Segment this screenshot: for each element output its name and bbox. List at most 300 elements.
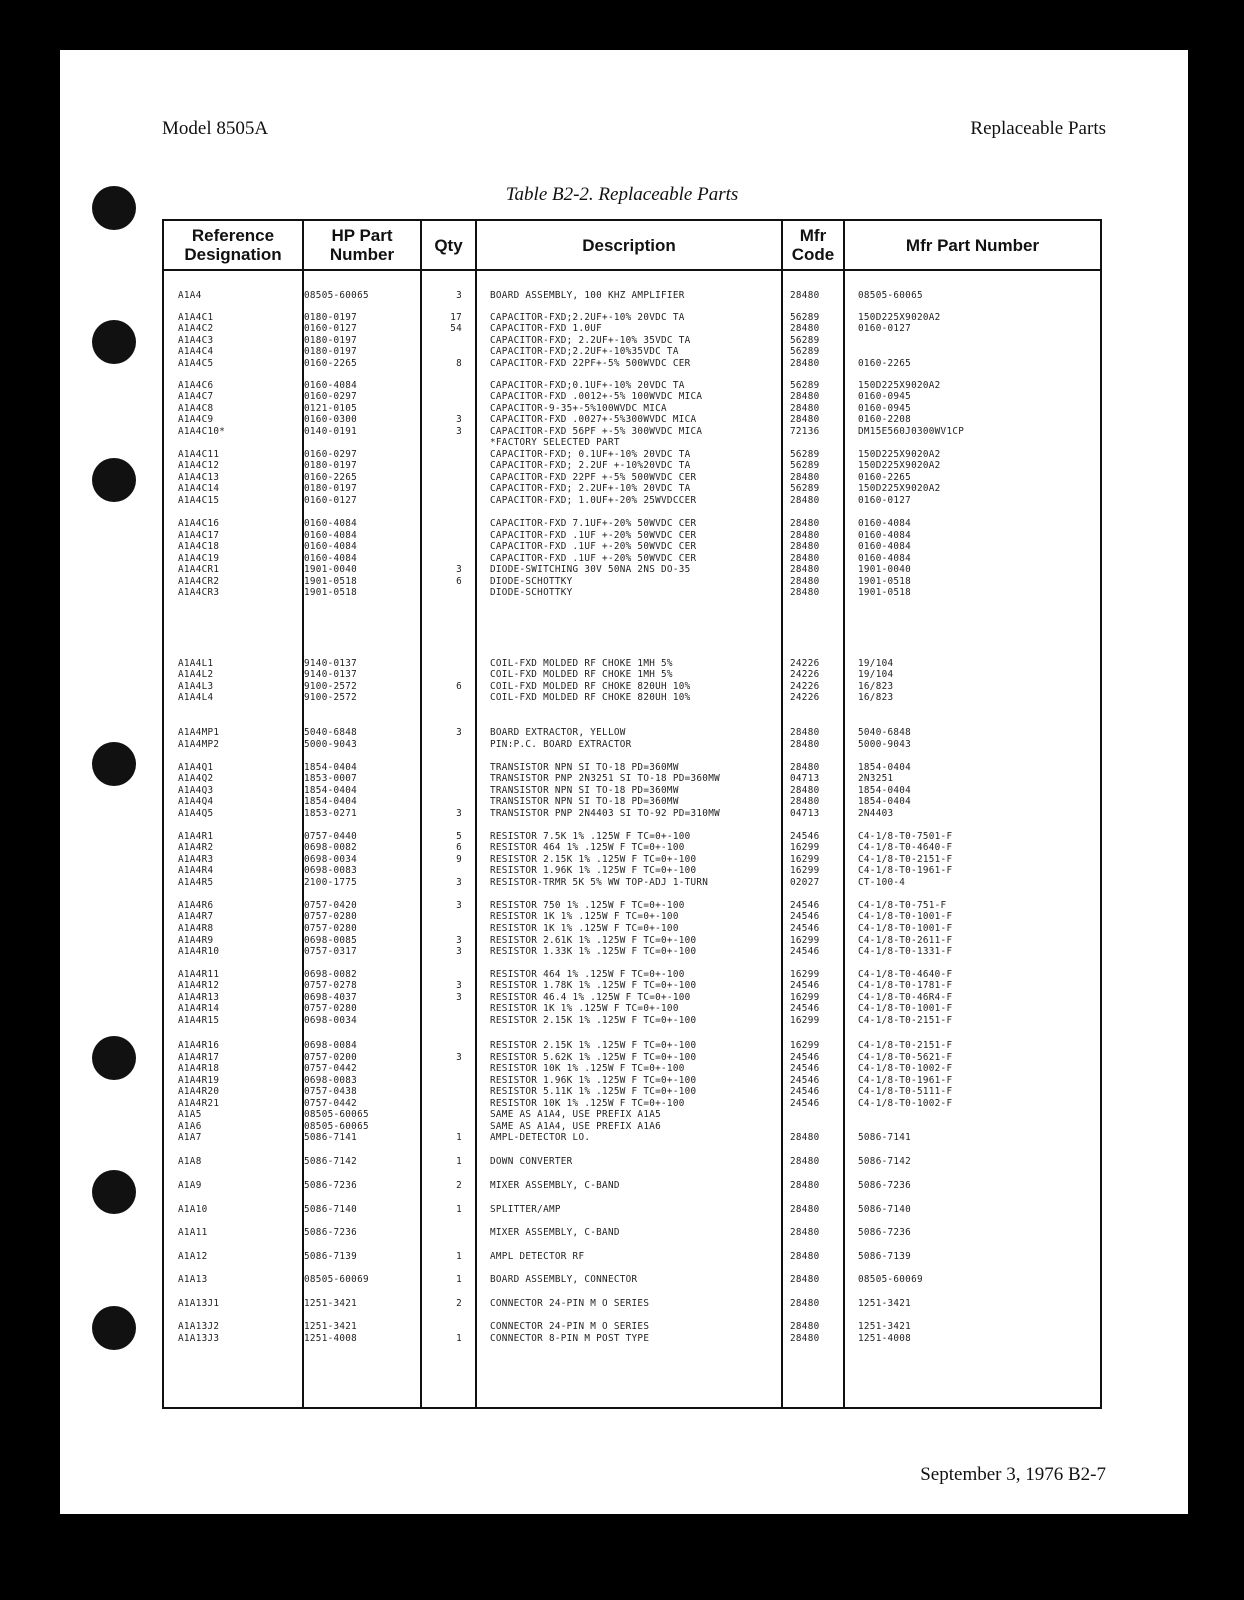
cell-mfr-code: 04713 <box>790 773 820 784</box>
cell-mfr-code: 28480 <box>790 414 820 425</box>
cell-ref: A1A4C10* <box>178 426 226 437</box>
column-header-qty: Qty <box>434 235 463 255</box>
table-row <box>164 773 1100 784</box>
cell-description: RESISTOR 750 1% .125W F TC=0+-100 <box>490 900 685 911</box>
cell-qty: 3 <box>456 808 462 819</box>
cell-description: SAME AS A1A4, USE PREFIX A1A6 <box>490 1121 662 1132</box>
cell-mfr-part: C4-1/8-T0-1002-F <box>858 1098 953 1109</box>
cell-mfr-code: 28480 <box>790 785 820 796</box>
cell-ref: A1A7 <box>178 1132 202 1143</box>
table-row <box>164 518 1100 529</box>
model-header: Model 8505A <box>162 118 269 139</box>
cell-description: COIL-FXD MOLDED RF CHOKE 820UH 10% <box>490 692 691 703</box>
cell-hp-part: 0180-0197 <box>304 335 358 346</box>
cell-hp-part: 0757-0280 <box>304 911 358 922</box>
cell-description: CAPACITOR-FXD; 2.2UF +-10%20VDC TA <box>490 460 691 471</box>
cell-mfr-part: C4-1/8-T0-1961-F <box>858 1075 953 1086</box>
cell-description: TRANSISTOR PNP 2N3251 SI TO-18 PD=360MW <box>490 773 720 784</box>
cell-mfr-code: 28480 <box>790 1321 820 1332</box>
cell-mfr-part: CT-100-4 <box>858 877 906 888</box>
cell-mfr-part: 5000-9043 <box>858 739 912 750</box>
cell-hp-part: 0160-4084 <box>304 541 358 552</box>
cell-hp-part: 0757-0280 <box>304 923 358 934</box>
cell-mfr-part: 150D225X9020A2 <box>858 483 941 494</box>
table-row <box>164 1227 1100 1238</box>
cell-hp-part: 0160-0297 <box>304 449 358 460</box>
cell-mfr-part: 0160-4084 <box>858 541 912 552</box>
cell-ref: A1A4R15 <box>178 1015 220 1026</box>
cell-hp-part: 0180-0197 <box>304 483 358 494</box>
cell-mfr-code: 72136 <box>790 426 820 437</box>
cell-mfr-code: 56289 <box>790 346 820 357</box>
cell-hp-part: 0160-2265 <box>304 472 358 483</box>
cell-mfr-part: 0160-2208 <box>858 414 912 425</box>
cell-ref: A1A4Q4 <box>178 796 214 807</box>
cell-description: TRANSISTOR PNP 2N4403 SI TO-92 PD=310MW <box>490 808 720 819</box>
cell-mfr-part: 0160-2265 <box>858 472 912 483</box>
cell-mfr-code: 16299 <box>790 854 820 865</box>
cell-mfr-code: 28480 <box>790 472 820 483</box>
cell-hp-part: 5086-7140 <box>304 1204 358 1215</box>
cell-qty: 2 <box>456 1298 462 1309</box>
column-header-mfr-code: Mfr Code <box>791 226 835 264</box>
cell-qty: 6 <box>456 576 462 587</box>
table-row <box>164 1040 1100 1051</box>
cell-ref: A1A4R6 <box>178 900 214 911</box>
cell-mfr-part: 1251-3421 <box>858 1321 912 1332</box>
cell-mfr-code: 16299 <box>790 865 820 876</box>
binder-hole <box>92 320 136 364</box>
cell-description: RESISTOR 10K 1% .125W F TC=0+-100 <box>490 1098 685 1109</box>
table-row <box>164 312 1100 323</box>
cell-mfr-part: C4-1/8-T0-4640-F <box>858 842 953 853</box>
table-row <box>164 346 1100 357</box>
cell-hp-part: 08505-60065 <box>304 1109 369 1120</box>
cell-mfr-part: 5086-7140 <box>858 1204 912 1215</box>
cell-qty: 3 <box>456 946 462 957</box>
cell-description: CAPACITOR-FXD; 2.2UF+-10% 20VDC TA <box>490 483 691 494</box>
cell-mfr-part: C4-1/8-T0-1001-F <box>858 923 953 934</box>
cell-description: DOWN CONVERTER <box>490 1156 573 1167</box>
binder-hole <box>92 458 136 502</box>
cell-hp-part: 0698-0034 <box>304 854 358 865</box>
cell-hp-part: 0160-4084 <box>304 518 358 529</box>
cell-mfr-part: C4-1/8-T0-46R4-F <box>858 992 953 1003</box>
cell-description: DIODE-SWITCHING 30V 50NA 2NS DO-35 <box>490 564 691 575</box>
cell-mfr-part: 08505-60069 <box>858 1274 923 1285</box>
cell-mfr-code: 28480 <box>790 1180 820 1191</box>
cell-mfr-part: C4-1/8-T0-751-F <box>858 900 947 911</box>
cell-qty: 17 <box>450 312 462 323</box>
table-row <box>164 980 1100 991</box>
cell-mfr-part: C4-1/8-T0-4640-F <box>858 969 953 980</box>
table-row <box>164 727 1100 738</box>
cell-mfr-part: C4-1/8-T0-2611-F <box>858 935 953 946</box>
cell-hp-part: 0757-0440 <box>304 831 358 842</box>
cell-mfr-code: 28480 <box>790 1156 820 1167</box>
cell-hp-part: 5086-7141 <box>304 1132 358 1143</box>
table-row <box>164 358 1100 369</box>
cell-qty: 6 <box>456 681 462 692</box>
cell-ref: A1A4L4 <box>178 692 214 703</box>
cell-hp-part: 0140-0191 <box>304 426 358 437</box>
cell-ref: A1A4Q1 <box>178 762 214 773</box>
cell-hp-part: 08505-60065 <box>304 1121 369 1132</box>
cell-mfr-part: 19/104 <box>858 669 894 680</box>
cell-description: RESISTOR 1.96K 1% .125W F TC=0+-100 <box>490 1075 697 1086</box>
table-row <box>164 969 1100 980</box>
cell-ref: A1A4R19 <box>178 1075 220 1086</box>
cell-hp-part: 1853-0007 <box>304 773 358 784</box>
cell-ref: A1A4C16 <box>178 518 220 529</box>
cell-ref: A1A4R4 <box>178 865 214 876</box>
cell-ref: A1A13J3 <box>178 1333 220 1344</box>
table-row <box>164 658 1100 669</box>
cell-mfr-part: C4-1/8-T0-1001-F <box>858 1003 953 1014</box>
cell-qty: 2 <box>456 1180 462 1191</box>
cell-qty: 3 <box>456 727 462 738</box>
cell-hp-part: 0757-0442 <box>304 1098 358 1109</box>
cell-description: CAPACITOR-FXD 7.1UF+-20% 50WVDC CER <box>490 518 697 529</box>
table-row <box>164 1003 1100 1014</box>
cell-mfr-code: 24546 <box>790 980 820 991</box>
table-row <box>164 1015 1100 1026</box>
cell-hp-part: 1901-0040 <box>304 564 358 575</box>
cell-mfr-code: 56289 <box>790 449 820 460</box>
cell-description: MIXER ASSEMBLY, C-BAND <box>490 1180 620 1191</box>
cell-ref: A1A4C17 <box>178 530 220 541</box>
cell-ref: A1A4C8 <box>178 403 214 414</box>
table-row <box>164 877 1100 888</box>
cell-mfr-part: C4-1/8-T0-1781-F <box>858 980 953 991</box>
cell-ref: A1A4C6 <box>178 380 214 391</box>
cell-mfr-part: C4-1/8-T0-2151-F <box>858 1015 953 1026</box>
table-row <box>164 576 1100 587</box>
cell-ref: A1A4R18 <box>178 1063 220 1074</box>
cell-mfr-part: 1901-0518 <box>858 576 912 587</box>
cell-mfr-code: 16299 <box>790 1040 820 1051</box>
cell-mfr-code: 16299 <box>790 935 820 946</box>
cell-ref: A1A4C18 <box>178 541 220 552</box>
table-row <box>164 669 1100 680</box>
cell-qty: 54 <box>450 323 462 334</box>
table-row <box>164 1251 1100 1262</box>
cell-mfr-part: C4-1/8-T0-2151-F <box>858 1040 953 1051</box>
section-header: Replaceable Parts <box>970 118 1106 139</box>
cell-qty: 6 <box>456 842 462 853</box>
cell-mfr-code: 28480 <box>790 727 820 738</box>
cell-mfr-part: C4-1/8-T0-2151-F <box>858 854 953 865</box>
cell-description: CAPACITOR-FXD 22PF +-5% 500WVDC CER <box>490 472 697 483</box>
cell-description: CAPACITOR-FXD;0.1UF+-10% 20VDC TA <box>490 380 685 391</box>
table-row <box>164 1132 1100 1143</box>
cell-hp-part: 0160-0127 <box>304 323 358 334</box>
table-row <box>164 692 1100 703</box>
cell-qty: 8 <box>456 358 462 369</box>
cell-mfr-part: 0160-4084 <box>858 530 912 541</box>
table-row <box>164 1321 1100 1332</box>
table-row <box>164 785 1100 796</box>
cell-ref: A1A4R21 <box>178 1098 220 1109</box>
cell-description: COIL-FXD MOLDED RF CHOKE 1MH 5% <box>490 658 673 669</box>
table-row <box>164 290 1100 301</box>
table-row <box>164 483 1100 494</box>
cell-ref: A1A4CR3 <box>178 587 220 598</box>
cell-mfr-code: 56289 <box>790 335 820 346</box>
cell-description: CAPACITOR-FXD .1UF +-20% 50WVDC CER <box>490 553 697 564</box>
table-row <box>164 911 1100 922</box>
cell-ref: A1A4C1 <box>178 312 214 323</box>
cell-mfr-part: 1251-3421 <box>858 1298 912 1309</box>
cell-description: CAPACITOR-FXD .0027+-5%300WVDC MICA <box>490 414 697 425</box>
cell-description: DIODE-SCHOTTKY <box>490 587 573 598</box>
cell-mfr-code: 28480 <box>790 403 820 414</box>
cell-hp-part: 5086-7236 <box>304 1180 358 1191</box>
cell-mfr-part: 0160-4084 <box>858 553 912 564</box>
cell-ref: A1A4R3 <box>178 854 214 865</box>
cell-mfr-part: 1901-0518 <box>858 587 912 598</box>
cell-description: CAPACITOR-FXD; 1.0UF+-20% 25WVDCCER <box>490 495 697 506</box>
cell-description: RESISTOR 1K 1% .125W F TC=0+-100 <box>490 923 679 934</box>
cell-mfr-code: 24546 <box>790 911 820 922</box>
cell-description: RESISTOR 7.5K 1% .125W F TC=0+-100 <box>490 831 691 842</box>
table-row <box>164 403 1100 414</box>
table-caption: Table B2-2. Replaceable Parts <box>505 184 739 205</box>
table-row <box>164 460 1100 471</box>
cell-ref: A1A4C3 <box>178 335 214 346</box>
cell-mfr-code: 24226 <box>790 692 820 703</box>
cell-mfr-part: 1901-0040 <box>858 564 912 575</box>
cell-qty: 1 <box>456 1333 462 1344</box>
cell-hp-part: 9140-0137 <box>304 658 358 669</box>
binder-hole <box>92 1036 136 1080</box>
cell-hp-part: 0698-0082 <box>304 969 358 980</box>
table-row <box>164 900 1100 911</box>
cell-mfr-part: 08505-60065 <box>858 290 923 301</box>
table-row <box>164 935 1100 946</box>
cell-hp-part: 9100-2572 <box>304 681 358 692</box>
cell-ref: A1A11 <box>178 1227 208 1238</box>
column-header-hp-part: HP Part Number <box>329 226 395 264</box>
cell-hp-part: 0698-0083 <box>304 865 358 876</box>
cell-mfr-code: 28480 <box>790 1204 820 1215</box>
cell-hp-part: 0160-0297 <box>304 391 358 402</box>
cell-hp-part: 0698-0082 <box>304 842 358 853</box>
cell-hp-part: 1901-0518 <box>304 576 358 587</box>
cell-ref: A1A4Q5 <box>178 808 214 819</box>
table-row <box>164 541 1100 552</box>
cell-hp-part: 0757-0280 <box>304 1003 358 1014</box>
cell-ref: A1A4R2 <box>178 842 214 853</box>
cell-mfr-code: 16299 <box>790 969 820 980</box>
cell-mfr-part: 19/104 <box>858 658 894 669</box>
cell-ref: A1A13J1 <box>178 1298 220 1309</box>
cell-description: RESISTOR-TRMR 5K 5% WW TOP-ADJ 1-TURN <box>490 877 709 888</box>
table-row <box>164 854 1100 865</box>
cell-mfr-part: 150D225X9020A2 <box>858 460 941 471</box>
cell-description: RESISTOR 1K 1% .125W F TC=0+-100 <box>490 911 679 922</box>
cell-description: CAPACITOR-FXD; 2.2UF+-10% 35VDC TA <box>490 335 691 346</box>
table-row <box>164 1098 1100 1109</box>
cell-ref: A1A4C12 <box>178 460 220 471</box>
cell-mfr-code: 24546 <box>790 1075 820 1086</box>
cell-description: BOARD ASSEMBLY, 100 KHZ AMPLIFIER <box>490 290 685 301</box>
cell-mfr-code: 28480 <box>790 587 820 598</box>
cell-hp-part: 1251-3421 <box>304 1321 358 1332</box>
cell-qty: 3 <box>456 877 462 888</box>
table-row <box>164 842 1100 853</box>
cell-hp-part: 0160-4084 <box>304 553 358 564</box>
cell-ref: A1A4R8 <box>178 923 214 934</box>
cell-hp-part: 1251-4008 <box>304 1333 358 1344</box>
cell-description: PIN:P.C. BOARD EXTRACTOR <box>490 739 632 750</box>
cell-mfr-code: 24546 <box>790 1086 820 1097</box>
cell-ref: A1A4R11 <box>178 969 220 980</box>
cell-hp-part: 0757-0438 <box>304 1086 358 1097</box>
cell-mfr-part: 1854-0404 <box>858 785 912 796</box>
cell-hp-part: 0698-4037 <box>304 992 358 1003</box>
cell-ref: A1A9 <box>178 1180 202 1191</box>
cell-description: CAPACITOR-FXD;2.2UF+-10%35VDC TA <box>490 346 679 357</box>
cell-description: RESISTOR 2.15K 1% .125W F TC=0+-100 <box>490 1040 697 1051</box>
cell-mfr-part: C4-1/8-T0-1001-F <box>858 911 953 922</box>
cell-mfr-code: 04713 <box>790 808 820 819</box>
cell-description: CAPACITOR-FXD .1UF +-20% 50WVDC CER <box>490 541 697 552</box>
cell-qty: 9 <box>456 854 462 865</box>
table-row <box>164 449 1100 460</box>
cell-description: TRANSISTOR NPN SI TO-18 PD=360MW <box>490 796 679 807</box>
cell-hp-part: 0180-0197 <box>304 312 358 323</box>
cell-description: CAPACITOR-FXD 1.0UF <box>490 323 603 334</box>
cell-mfr-code: 28480 <box>790 564 820 575</box>
cell-ref: A1A4L1 <box>178 658 214 669</box>
cell-ref: A1A4C9 <box>178 414 214 425</box>
cell-mfr-code: 28480 <box>790 796 820 807</box>
cell-description: RESISTOR 1K 1% .125W F TC=0+-100 <box>490 1003 679 1014</box>
cell-hp-part: 1901-0518 <box>304 587 358 598</box>
cell-mfr-code: 28480 <box>790 541 820 552</box>
cell-hp-part: 0160-0127 <box>304 495 358 506</box>
cell-ref: A1A4R7 <box>178 911 214 922</box>
cell-hp-part: 0121-0105 <box>304 403 358 414</box>
cell-description: CAPACITOR-FXD .1UF +-20% 50WVDC CER <box>490 530 697 541</box>
cell-description: RESISTOR 2.61K 1% .125W F TC=0+-100 <box>490 935 697 946</box>
cell-mfr-code: 24546 <box>790 831 820 842</box>
cell-ref: A1A4L2 <box>178 669 214 680</box>
cell-ref: A1A13J2 <box>178 1321 220 1332</box>
cell-description: CONNECTOR 8-PIN M POST TYPE <box>490 1333 650 1344</box>
cell-ref: A1A4L3 <box>178 681 214 692</box>
cell-hp-part: 0698-0034 <box>304 1015 358 1026</box>
binder-hole <box>92 1306 136 1350</box>
cell-description: DIODE-SCHOTTKY <box>490 576 573 587</box>
cell-mfr-part: C4-1/8-T0-1002-F <box>858 1063 953 1074</box>
cell-hp-part: 08505-60065 <box>304 290 369 301</box>
cell-ref: A1A4MP1 <box>178 727 220 738</box>
cell-mfr-part: C4-1/8-T0-5111-F <box>858 1086 953 1097</box>
cell-mfr-code: 28480 <box>790 576 820 587</box>
cell-mfr-code: 24546 <box>790 900 820 911</box>
cell-description: CAPACITOR-FXD .0012+-5% 100WVDC MICA <box>490 391 703 402</box>
cell-hp-part: 1854-0404 <box>304 785 358 796</box>
cell-mfr-part: 1854-0404 <box>858 762 912 773</box>
table-row <box>164 923 1100 934</box>
cell-ref: A1A4R13 <box>178 992 220 1003</box>
cell-mfr-part: C4-1/8-T0-1961-F <box>858 865 953 876</box>
cell-qty: 3 <box>456 564 462 575</box>
cell-description: AMPL DETECTOR RF <box>490 1251 585 1262</box>
cell-mfr-code: 28480 <box>790 391 820 402</box>
cell-mfr-part: 5040-6848 <box>858 727 912 738</box>
cell-mfr-code: 16299 <box>790 1015 820 1026</box>
cell-qty: 3 <box>456 414 462 425</box>
cell-mfr-code: 24546 <box>790 1098 820 1109</box>
cell-description: RESISTOR 46.4 1% .125W F TC=0+-100 <box>490 992 691 1003</box>
cell-mfr-code: 28480 <box>790 1227 820 1238</box>
cell-ref: A1A4R1 <box>178 831 214 842</box>
table-row <box>164 865 1100 876</box>
cell-hp-part: 0757-0420 <box>304 900 358 911</box>
table-row <box>164 1121 1100 1132</box>
table-row <box>164 1052 1100 1063</box>
cell-mfr-code: 28480 <box>790 323 820 334</box>
cell-mfr-code: 24546 <box>790 1003 820 1014</box>
cell-ref: A1A4CR1 <box>178 564 220 575</box>
cell-mfr-code: 28480 <box>790 1298 820 1309</box>
cell-mfr-code: 28480 <box>790 1132 820 1143</box>
cell-mfr-part: 1854-0404 <box>858 796 912 807</box>
table-row <box>164 472 1100 483</box>
cell-qty: 3 <box>456 290 462 301</box>
table-row <box>164 426 1100 437</box>
cell-qty: 5 <box>456 831 462 842</box>
cell-ref: A1A4R9 <box>178 935 214 946</box>
cell-description: AMPL-DETECTOR LO. <box>490 1132 591 1143</box>
cell-mfr-part: 5086-7139 <box>858 1251 912 1262</box>
cell-mfr-code: 28480 <box>790 518 820 529</box>
cell-mfr-code: 24546 <box>790 1063 820 1074</box>
table-row <box>164 1109 1100 1120</box>
cell-description: RESISTOR 1.96K 1% .125W F TC=0+-100 <box>490 865 697 876</box>
cell-description: RESISTOR 1.33K 1% .125W F TC=0+-100 <box>490 946 697 957</box>
cell-mfr-code: 56289 <box>790 460 820 471</box>
cell-mfr-part: 0160-0945 <box>858 403 912 414</box>
cell-description: SAME AS A1A4, USE PREFIX A1A5 <box>490 1109 662 1120</box>
cell-mfr-part: 2N4403 <box>858 808 894 819</box>
cell-hp-part: 1854-0404 <box>304 762 358 773</box>
table-row <box>164 553 1100 564</box>
cell-mfr-code: 16299 <box>790 842 820 853</box>
cell-description: RESISTOR 5.11K 1% .125W F TC=0+-100 <box>490 1086 697 1097</box>
cell-ref: A1A4R20 <box>178 1086 220 1097</box>
cell-ref: A1A4CR2 <box>178 576 220 587</box>
cell-description: CAPACITOR-FXD; 0.1UF+-10% 20VDC TA <box>490 449 691 460</box>
cell-mfr-code: 28480 <box>790 553 820 564</box>
cell-mfr-code: 16299 <box>790 992 820 1003</box>
cell-hp-part: 9100-2572 <box>304 692 358 703</box>
cell-ref: A1A4C13 <box>178 472 220 483</box>
cell-mfr-part: 150D225X9020A2 <box>858 449 941 460</box>
cell-qty: 1 <box>456 1204 462 1215</box>
cell-ref: A1A4C15 <box>178 495 220 506</box>
cell-ref: A1A4C19 <box>178 553 220 564</box>
table-row <box>164 1063 1100 1074</box>
table-row <box>164 1204 1100 1215</box>
cell-hp-part: 0757-0278 <box>304 980 358 991</box>
cell-mfr-code: 56289 <box>790 312 820 323</box>
cell-hp-part: 5000-9043 <box>304 739 358 750</box>
cell-mfr-code: 24546 <box>790 946 820 957</box>
